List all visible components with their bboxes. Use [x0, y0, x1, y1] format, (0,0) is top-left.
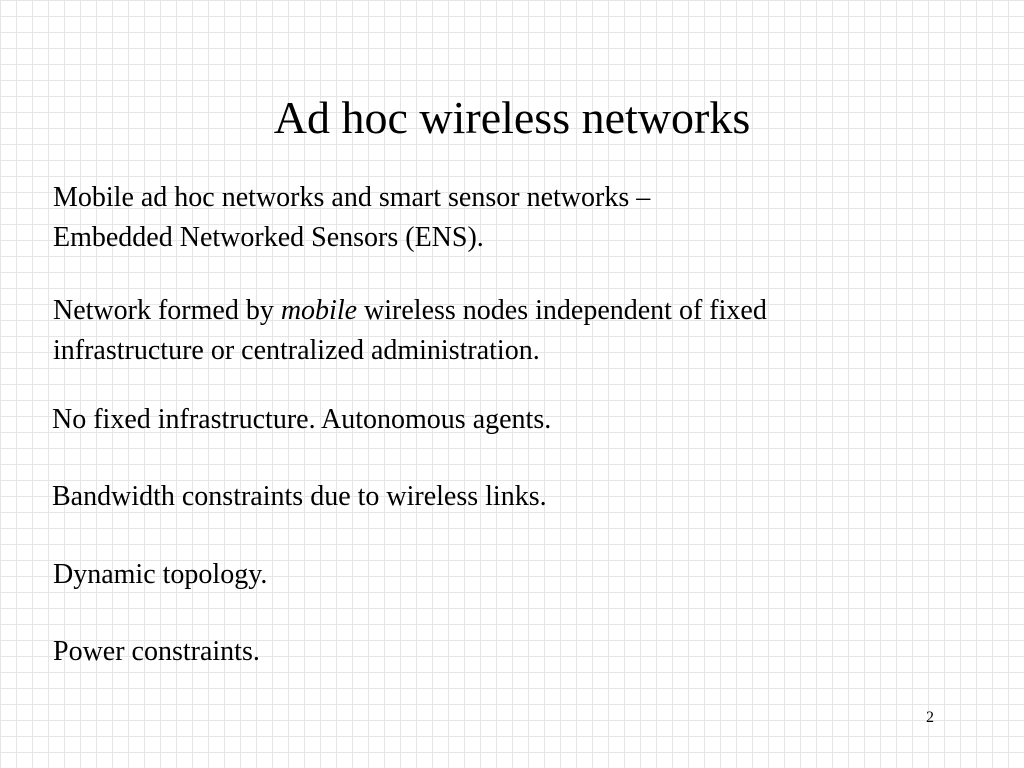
paragraph-dynamic-topology: Dynamic topology. — [53, 559, 268, 590]
paragraph-network-formed-lead: Network formed by — [53, 295, 281, 326]
paragraph-network-formed-line2: infrastructure or centralized administration. — [53, 335, 540, 366]
page-number: 2 — [926, 709, 934, 726]
paragraph-ens-line1: Mobile ad hoc networks and smart sensor networks – — [53, 182, 651, 213]
slide-title: Ad hoc wireless networks — [273, 92, 751, 143]
paragraph-bandwidth-constraints: Bandwidth constraints due to wireless links. — [52, 481, 547, 512]
paragraph-ens — [53, 178, 953, 258]
paragraph-no-fixed-infrastructure: No fixed infrastructure. Autonomous agents. — [52, 404, 552, 435]
paragraph-network-formed — [53, 291, 953, 371]
emphasis-mobile: mobile — [280, 295, 358, 326]
paragraph-ens-line2: Embedded Networked Sensors (ENS). — [53, 222, 484, 253]
paragraph-network-formed-rest: wireless nodes independent of fixed — [357, 295, 767, 326]
paragraph-power-constraints: Power constraints. — [53, 636, 260, 667]
